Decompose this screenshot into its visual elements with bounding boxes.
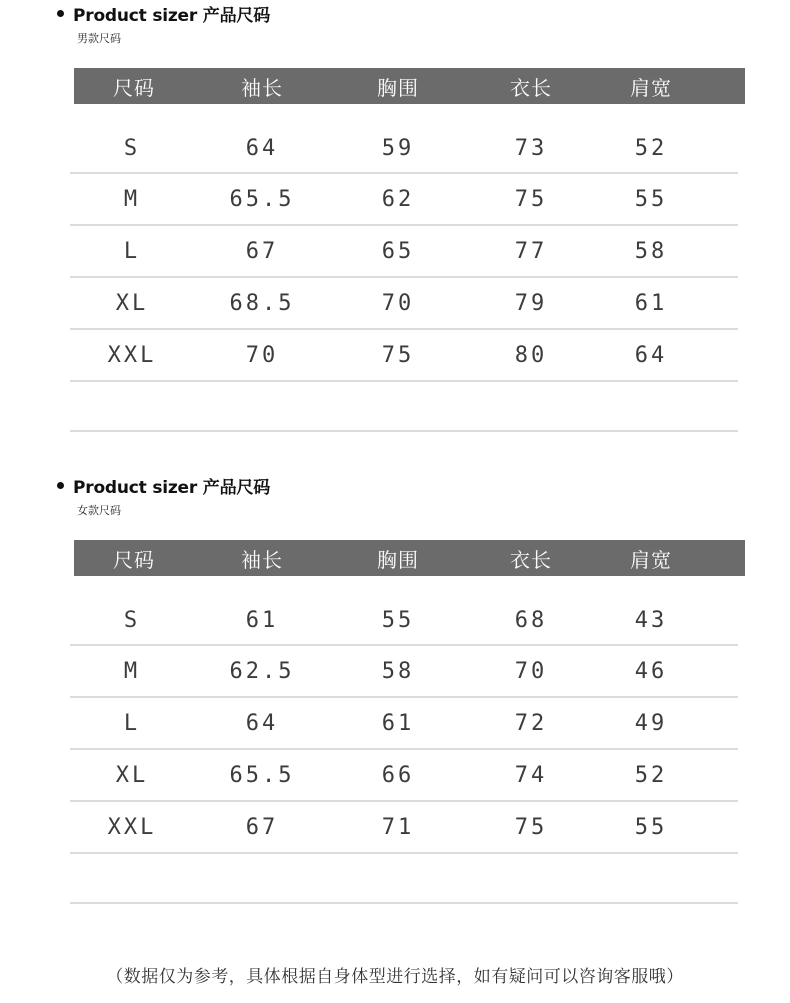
header-sleeve-length: 袖长 [241, 547, 283, 572]
length-cell: 70 [514, 658, 548, 684]
women-section-title [57, 474, 270, 496]
shoulder-cell: 43 [634, 607, 668, 633]
sleeve-cell: 70 [245, 342, 279, 368]
bullet-icon [57, 482, 64, 489]
shoulder-cell: 49 [634, 710, 668, 736]
size-cell: S [123, 135, 141, 161]
chest-cell: 62 [381, 186, 415, 212]
women-subtitle: 女款尺码 [77, 504, 121, 517]
sleeve-cell: 65.5 [229, 186, 295, 212]
chest-cell: 65 [381, 238, 415, 264]
chest-cell: 58 [381, 658, 415, 684]
table-row [70, 698, 738, 750]
size-cell: XL [115, 290, 149, 316]
shoulder-cell: 52 [634, 135, 668, 161]
table-row [70, 646, 738, 698]
length-cell: 74 [514, 762, 548, 788]
table-row [70, 226, 738, 278]
length-cell: 75 [514, 814, 548, 840]
women-table-header [74, 540, 745, 576]
header-size: 尺码 [113, 547, 155, 572]
chest-cell: 59 [381, 135, 415, 161]
length-cell: 75 [514, 186, 548, 212]
length-cell: 77 [514, 238, 548, 264]
shoulder-cell: 64 [634, 342, 668, 368]
header-sleeve-length: 袖长 [241, 75, 283, 100]
sleeve-cell: 61 [245, 607, 279, 633]
length-cell: 68 [514, 607, 548, 633]
table-row [70, 802, 738, 854]
table-row [70, 750, 738, 802]
size-cell: L [123, 238, 141, 264]
women-title-text: Product sizer 产品尺码 [73, 477, 270, 498]
sleeve-cell: 64 [245, 135, 279, 161]
shoulder-cell: 55 [634, 186, 668, 212]
shoulder-cell: 52 [634, 762, 668, 788]
empty-table-row [70, 854, 738, 904]
size-cell: XXL [107, 814, 157, 840]
sleeve-cell: 67 [245, 814, 279, 840]
sleeve-cell: 62.5 [229, 658, 295, 684]
header-body-length: 衣长 [510, 547, 552, 572]
reference-footnote: （数据仅为参考，具体根据自身体型进行选择，如有疑问可以咨询客服哦） [106, 967, 684, 987]
shoulder-cell: 58 [634, 238, 668, 264]
size-cell: M [123, 658, 141, 684]
size-cell: S [123, 607, 141, 633]
table-row [70, 278, 738, 330]
header-shoulder-width: 肩宽 [630, 547, 672, 572]
header-body-length: 衣长 [510, 75, 552, 100]
length-cell: 72 [514, 710, 548, 736]
sleeve-cell: 67 [245, 238, 279, 264]
size-cell: XL [115, 762, 149, 788]
size-cell: M [123, 186, 141, 212]
table-row [70, 596, 738, 646]
men-size-table [70, 68, 745, 432]
header-shoulder-width: 肩宽 [630, 75, 672, 100]
header-chest: 胸围 [377, 547, 419, 572]
shoulder-cell: 46 [634, 658, 668, 684]
shoulder-cell: 55 [634, 814, 668, 840]
size-cell: L [123, 710, 141, 736]
chest-cell: 66 [381, 762, 415, 788]
shoulder-cell: 61 [634, 290, 668, 316]
header-chest: 胸围 [377, 75, 419, 100]
chest-cell: 70 [381, 290, 415, 316]
length-cell: 79 [514, 290, 548, 316]
size-cell: XXL [107, 342, 157, 368]
empty-table-row [70, 382, 738, 432]
table-row [70, 330, 738, 382]
sleeve-cell: 64 [245, 710, 279, 736]
table-row [70, 174, 738, 226]
men-subtitle: 男款尺码 [77, 32, 121, 45]
header-size: 尺码 [113, 75, 155, 100]
men-table-header [74, 68, 745, 104]
chest-cell: 55 [381, 607, 415, 633]
sleeve-cell: 65.5 [229, 762, 295, 788]
women-size-table [70, 540, 745, 904]
men-section-title [57, 2, 270, 24]
length-cell: 80 [514, 342, 548, 368]
men-title-text: Product sizer 产品尺码 [73, 5, 270, 26]
chest-cell: 75 [381, 342, 415, 368]
sleeve-cell: 68.5 [229, 290, 295, 316]
chest-cell: 71 [381, 814, 415, 840]
bullet-icon [57, 10, 64, 17]
table-row [70, 124, 738, 174]
length-cell: 73 [514, 135, 548, 161]
chest-cell: 61 [381, 710, 415, 736]
